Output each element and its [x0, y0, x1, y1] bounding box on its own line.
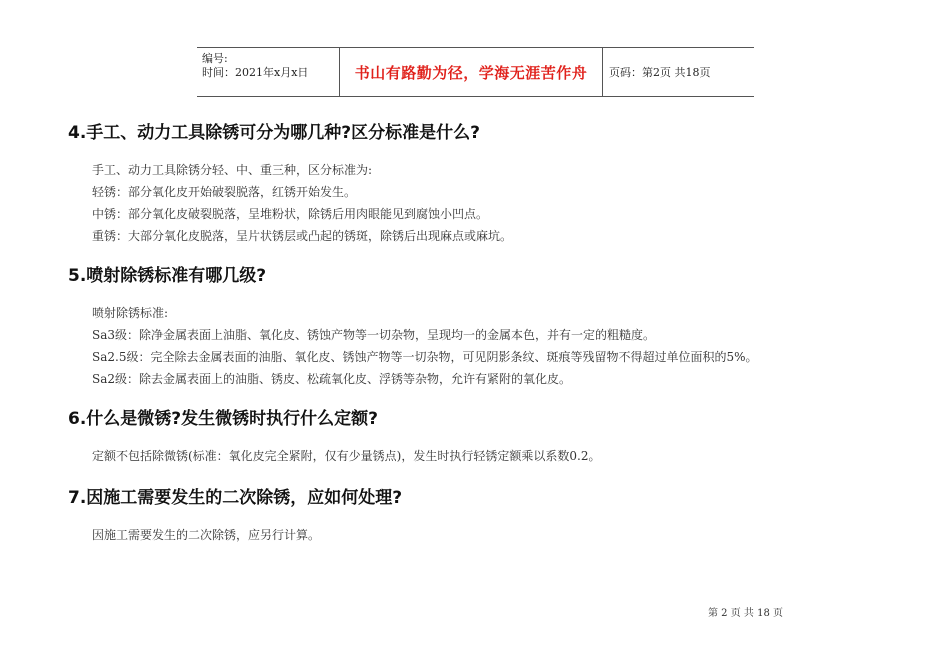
paragraph: 喷射除锈标准: — [92, 306, 169, 320]
header-motto: 书山有路勤为径，学海无涯苦作舟 — [339, 48, 603, 96]
paragraph: 重锈：大部分氧化皮脱落，呈片状锈层或凸起的锈斑，除锈后出现麻点或麻坑。 — [92, 229, 513, 243]
paragraph: 中锈：部分氧化皮破裂脱落，呈堆粉状，除锈后用肉眼能见到腐蚀小凹点。 — [92, 207, 489, 221]
document-body — [68, 110, 888, 546]
question-title-7: 7.因施工需要发生的二次除锈，应如何处理? — [68, 488, 403, 508]
header-meta — [197, 48, 339, 96]
header-page-label: 页码：第2页 共18页 — [609, 66, 711, 79]
page-footer: 第 2 页 共 18 页 — [708, 608, 783, 619]
paragraph: 手工、动力工具除锈分轻、中、重三种，区分标准为: — [92, 163, 373, 177]
paragraph: Sa3级：除净金属表面上油脂、氧化皮、锈蚀产物等一切杂物，呈现均一的金属本色，并有一定的粗糙度。 — [92, 328, 656, 342]
time-label: 时间：2021年x月x日 — [202, 66, 309, 79]
question-title-4: 4.手工、动力工具除锈可分为哪几种?区分标准是什么? — [68, 123, 481, 143]
paragraph: 定额不包括除微锈(标准：氧化皮完全紧附，仅有少量锈点)，发生时执行轻锈定额乘以系数0.2。 — [92, 449, 601, 463]
question-title-6: 6.什么是微锈?发生微锈时执行什么定额? — [68, 409, 379, 429]
question-title-5: 5.喷射除锈标准有哪几级? — [68, 266, 267, 286]
paragraph: Sa2级：除去金属表面上的油脂、锈皮、松疏氧化皮、浮锈等杂物，允许有紧附的氧化皮。 — [92, 372, 572, 386]
page-header — [197, 47, 754, 97]
paragraph: 轻锈：部分氧化皮开始破裂脱落，红锈开始发生。 — [92, 185, 357, 199]
paragraph: Sa2.5级：完全除去金属表面的油脂、氧化皮、锈蚀产物等一切杂物，可见阴影条纹、斑痕等残留物不得超过单位面积的5%。 — [92, 350, 758, 364]
paragraph: 因施工需要发生的二次除锈，应另行计算。 — [92, 528, 321, 542]
number-label: 编号: — [202, 52, 228, 65]
